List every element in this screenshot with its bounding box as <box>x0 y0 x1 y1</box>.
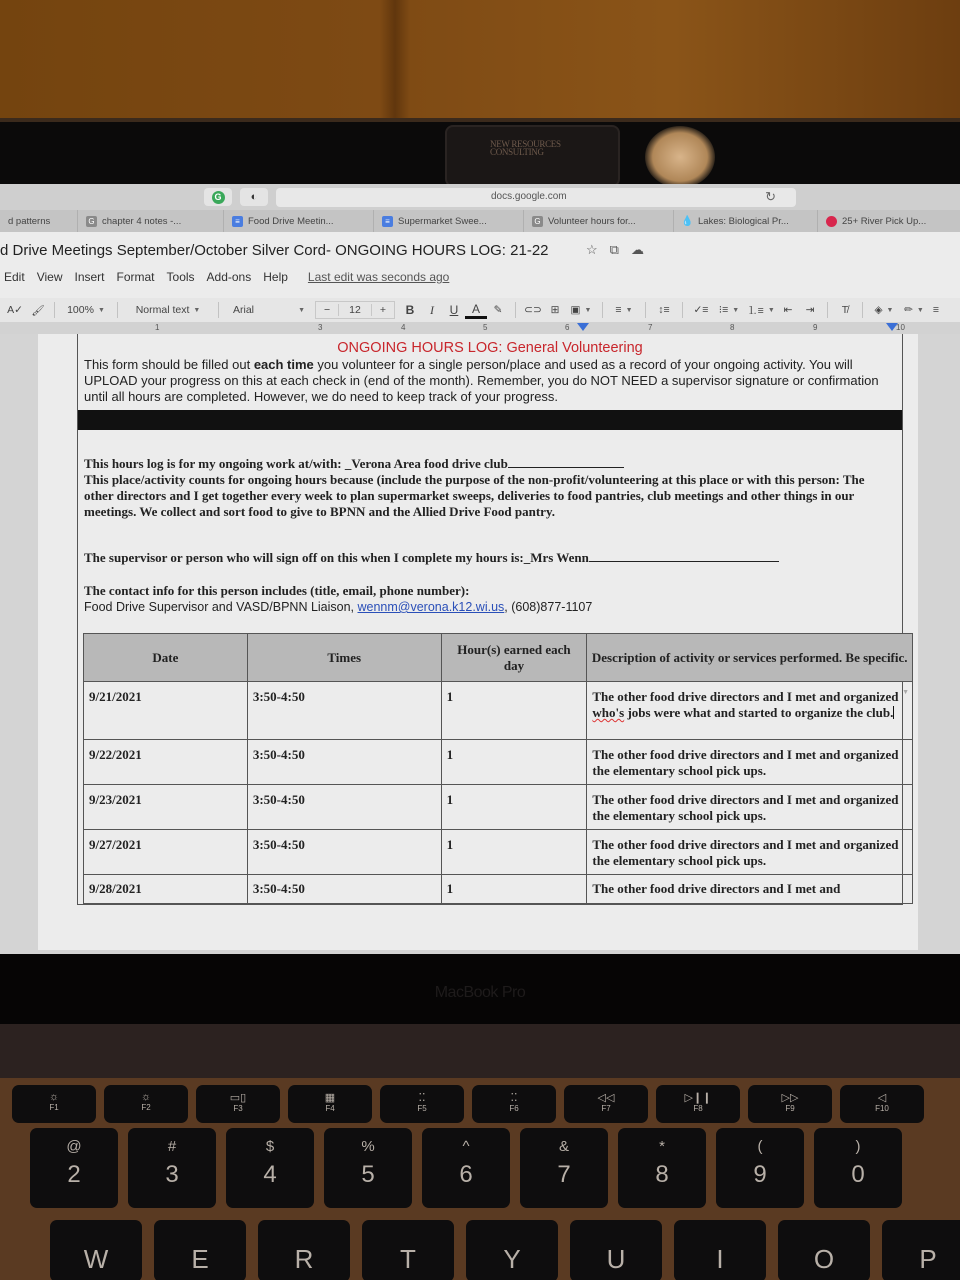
key-digit: 2 <box>67 1161 81 1188</box>
shield-extension-button[interactable] <box>240 188 268 206</box>
increase-indent-icon[interactable]: ⇥ <box>805 304 815 316</box>
chevron-down-icon: ▼ <box>298 306 305 314</box>
numbered-list-icon[interactable]: ⒈≡ ▼ <box>747 304 775 317</box>
key-digit: 8 <box>655 1161 669 1188</box>
function-key-label: F5 <box>417 1104 427 1113</box>
ruler-number: 5 <box>483 323 488 332</box>
grammarly-extension-button[interactable] <box>204 188 232 206</box>
function-key-label: F4 <box>325 1104 335 1113</box>
number-key[interactable] <box>128 1128 216 1208</box>
border-color-icon[interactable]: ✏ ▼ <box>904 304 924 316</box>
ruler-number: 8 <box>730 323 735 332</box>
intro-paragraph <box>84 357 896 405</box>
toolbar-divider <box>54 302 55 318</box>
clear-formatting-icon[interactable]: T̸ <box>841 304 849 316</box>
toolbar-divider <box>218 302 219 318</box>
font-size-decrease-button[interactable]: − <box>324 304 331 316</box>
menu-help[interactable]: Help <box>263 270 288 284</box>
docs-icon: ≡ <box>232 216 243 227</box>
key-symbol: ( <box>757 1138 763 1155</box>
function-key-label: F6 <box>509 1104 519 1113</box>
document-canvas <box>0 334 960 954</box>
toolbar-divider <box>515 302 516 318</box>
intro-emphasis: each time <box>253 357 314 372</box>
hours-cell[interactable]: 1 <box>441 875 587 904</box>
comment-icon[interactable]: ⊞ <box>550 304 560 316</box>
menu-edit[interactable]: Edit <box>4 270 25 284</box>
function-key-label: F3 <box>233 1104 243 1113</box>
chevron-down-icon: ▼ <box>732 306 740 314</box>
finger-reflection <box>645 126 715 188</box>
underline-button[interactable]: U <box>449 303 459 317</box>
font-value: Arial <box>233 304 255 316</box>
image-icon[interactable]: ▣ ▼ <box>570 304 592 316</box>
function-key-icon: ◁◁ <box>597 1092 615 1104</box>
number-key[interactable] <box>30 1128 118 1208</box>
key-digit: 4 <box>263 1161 277 1188</box>
ruler-number: 1 <box>155 323 160 332</box>
number-key[interactable] <box>716 1128 804 1208</box>
letter-key[interactable]: I <box>674 1220 766 1280</box>
menu-bar <box>4 270 449 284</box>
tab-label: Supermarket Swee... <box>398 215 487 227</box>
highlight-icon[interactable]: ✎ <box>493 304 503 316</box>
toolbar-divider <box>602 302 603 318</box>
tab-supermarket-sweeps[interactable] <box>374 210 524 232</box>
ruler-number: 6 <box>565 323 570 332</box>
number-key[interactable] <box>226 1128 314 1208</box>
contact-label: The contact info for this person includes (title, email, phone number): <box>84 583 470 598</box>
align-icon[interactable]: ≡ ▼ <box>615 304 633 316</box>
tab-label: d patterns <box>8 215 51 227</box>
header-date: Date <box>84 634 248 682</box>
table-row <box>84 875 913 904</box>
menu-view[interactable]: View <box>36 270 63 284</box>
number-key[interactable] <box>422 1128 510 1208</box>
description-cell[interactable]: The other food drive directors and I met and organized the elementary school pick ups. <box>587 740 913 785</box>
tab-food-drive-meetings[interactable] <box>224 210 374 232</box>
function-key-label: F9 <box>785 1104 795 1113</box>
hours-cell[interactable]: 1 <box>441 682 587 740</box>
text-cursor <box>893 706 894 719</box>
function-key-icon: ⁚⁚ <box>510 1092 518 1104</box>
key-digit: 7 <box>557 1161 571 1188</box>
times-cell[interactable]: 3:50-4:50 <box>247 785 441 830</box>
contact-phone[interactable]: , (608)877-1107 <box>504 600 593 614</box>
menu-insert[interactable]: Insert <box>74 270 105 284</box>
reload-icon[interactable]: ↻ <box>765 189 776 204</box>
font-size-input[interactable]: 12 <box>338 304 372 316</box>
url-text: docs.google.com <box>491 191 567 202</box>
function-key[interactable] <box>104 1085 188 1123</box>
function-key-icon: ▷▷ <box>781 1092 799 1104</box>
checklist-icon[interactable]: ✓≡ <box>693 304 709 316</box>
tab-volunteer-hours[interactable] <box>524 210 674 232</box>
tab-patterns[interactable] <box>0 210 78 232</box>
date-cell[interactable]: 9/23/2021 <box>84 785 248 830</box>
work-at-line <box>84 456 896 472</box>
description-cell[interactable]: The other food drive directors and I met and organized the elementary school pick ups. <box>587 785 913 830</box>
intro-section <box>78 334 902 410</box>
table-row <box>84 785 913 830</box>
chevron-down-icon: ▼ <box>916 306 924 314</box>
ruler-number: 4 <box>401 323 406 332</box>
g-icon: G <box>532 216 543 227</box>
blank-line <box>589 550 779 562</box>
tab-river-pick-up[interactable] <box>818 210 960 232</box>
times-cell[interactable]: 3:50-4:50 <box>247 740 441 785</box>
function-key-icon: ☼ <box>140 1091 152 1103</box>
chevron-down-icon: ▼ <box>193 306 201 314</box>
key-symbol: % <box>361 1138 375 1155</box>
letter-key[interactable]: Y <box>466 1220 558 1280</box>
header-hours: Hour(s) earned each day <box>441 634 587 682</box>
couch-seam <box>380 0 410 120</box>
menu-format[interactable]: Format <box>116 270 155 284</box>
function-key-label: F8 <box>693 1104 703 1113</box>
font-size-increase-button[interactable]: + <box>379 304 386 316</box>
function-key-label: F7 <box>601 1104 611 1113</box>
function-key-icon: ⁚⁚ <box>418 1092 426 1104</box>
counts-because-paragraph[interactable]: This place/activity counts for ongoing hours because (include the purpose of the non-profit/volunteering at this place or with this person: The other directors and I get together every week to plan supermarket sweeps, deliveries to food pantries, club meetings and other things in our meetings. We collect and sort food to give to BPNN and the Allied Drive Food pantry. <box>84 472 865 519</box>
text-color-button[interactable]: A <box>465 302 487 319</box>
function-key-icon: ◁ <box>877 1092 887 1104</box>
function-key[interactable] <box>840 1085 924 1123</box>
shield-icon: ◐ <box>250 191 258 203</box>
g-icon: G <box>86 216 97 227</box>
number-key[interactable] <box>520 1128 608 1208</box>
key-symbol: @ <box>66 1138 82 1155</box>
ruler-number: 7 <box>648 323 653 332</box>
style-select[interactable] <box>124 300 212 320</box>
contact-title[interactable]: Food Drive Supervisor and VASD/BPNN Liaison, <box>84 600 358 614</box>
browser-tab-strip <box>0 210 960 232</box>
function-key[interactable] <box>564 1085 648 1123</box>
intro-text: you volunteer for a single person/place and used as a record of your ongoing activity. You will UPLOAD your progress on this at each check in (end of the month). Remember, you do NOT NEED a supervisor signature or confirmation until all hours are completed. However, we do need to keep track of your progress. <box>84 357 879 404</box>
letter-key[interactable]: O <box>778 1220 870 1280</box>
spellcheck-icon[interactable]: A✓ <box>7 304 23 316</box>
date-cell[interactable]: 9/28/2021 <box>84 875 248 904</box>
formatting-toolbar <box>0 298 960 322</box>
key-digit: 6 <box>459 1161 473 1188</box>
laptop-model-label: MacBook Pro <box>434 984 526 1001</box>
browser-address-row <box>0 184 960 210</box>
tab-label: chapter 4 notes -... <box>102 215 182 227</box>
key-symbol: & <box>558 1138 569 1155</box>
key-digit: 3 <box>165 1161 179 1188</box>
letter-key[interactable]: P <box>882 1220 960 1280</box>
function-key[interactable] <box>196 1085 280 1123</box>
header-times: Times <box>247 634 441 682</box>
function-key-icon: ▦ <box>324 1092 336 1104</box>
cell-menu-chevron-icon[interactable]: ▼ <box>902 688 909 696</box>
function-key[interactable] <box>472 1085 556 1123</box>
details-section <box>78 430 909 904</box>
couch-background <box>0 0 960 128</box>
times-cell[interactable]: 3:50-4:50 <box>247 682 441 740</box>
contact-info-line <box>84 599 896 615</box>
function-key[interactable] <box>288 1085 372 1123</box>
times-cell[interactable]: 3:50-4:50 <box>247 830 441 875</box>
tab-lakes-biological[interactable] <box>674 210 818 232</box>
hours-cell[interactable]: 1 <box>441 830 587 875</box>
table-header-row <box>84 634 913 682</box>
key-symbol: * <box>659 1138 665 1155</box>
tab-chapter-4-notes[interactable] <box>78 210 224 232</box>
letter-key[interactable]: W <box>50 1220 142 1280</box>
tab-label: Lakes: Biological Pr... <box>698 215 789 227</box>
hours-log-form <box>77 334 909 905</box>
document-title[interactable]: d Drive Meetings September/October Silver Cord- ONGOING HOURS LOG: 21-22 <box>0 242 549 259</box>
zoom-value: 100% <box>67 304 94 316</box>
letter-key[interactable]: T <box>362 1220 454 1280</box>
description-cell[interactable]: The other food drive directors and I met and organized the elementary school pick ups. <box>587 830 913 875</box>
function-key[interactable] <box>656 1085 740 1123</box>
menu-add-ons[interactable]: Add-ons <box>206 270 252 284</box>
link-icon[interactable]: ⊂⊃ <box>524 304 542 316</box>
title-actions <box>586 242 644 258</box>
grammarly-icon: G <box>212 191 225 204</box>
menu-tools[interactable]: Tools <box>166 270 195 284</box>
last-edit-link[interactable]: Last edit was seconds ago <box>307 270 450 284</box>
supervisor-text[interactable]: The supervisor or person who will sign off on this when I complete my hours is:_Mrs Wenn <box>84 550 589 565</box>
date-cell[interactable]: 9/27/2021 <box>84 830 248 875</box>
laptop-screen <box>0 184 960 954</box>
toolbar-divider <box>682 302 683 318</box>
function-key[interactable] <box>380 1085 464 1123</box>
hours-cell[interactable]: 1 <box>441 785 587 830</box>
letter-key[interactable]: U <box>570 1220 662 1280</box>
function-key-label: F10 <box>875 1104 889 1113</box>
drop-icon: 💧 <box>681 215 694 227</box>
italic-button[interactable]: I <box>429 302 434 317</box>
webcam-cover-logo: NEW RESOURCES CONSULTING <box>490 139 561 157</box>
function-key[interactable] <box>748 1085 832 1123</box>
bulleted-list-icon[interactable]: ⁝≡ ▼ <box>718 304 740 316</box>
key-digit: 0 <box>851 1161 865 1188</box>
letter-key[interactable]: R <box>258 1220 350 1280</box>
letter-key[interactable]: E <box>154 1220 246 1280</box>
table-row <box>84 830 913 875</box>
form-heading: ONGOING HOURS LOG: General Volunteering <box>337 340 643 356</box>
hours-cell[interactable]: 1 <box>441 740 587 785</box>
header-description: Description of activity or services performed. Be specific. <box>587 634 913 682</box>
chevron-down-icon: ▼ <box>584 306 592 314</box>
ruler-number: 3 <box>318 323 323 332</box>
key-symbol: # <box>167 1138 177 1155</box>
number-key[interactable] <box>618 1128 706 1208</box>
blank-line <box>508 456 624 468</box>
function-key-label: F2 <box>141 1103 151 1112</box>
tab-label: 25+ River Pick Up... <box>842 215 927 227</box>
cloud-status-icon[interactable]: ☁ <box>630 242 644 257</box>
toolbar-divider <box>645 302 646 318</box>
tab-label: Volunteer hours for... <box>548 215 636 227</box>
ruler-number: 10 <box>896 323 905 332</box>
date-cell[interactable]: 9/21/2021 <box>84 682 248 740</box>
function-key-icon: ▷❙❙ <box>684 1092 712 1104</box>
red-dot-icon <box>826 216 837 227</box>
section-divider-band <box>78 410 902 430</box>
tab-label: Food Drive Meetin... <box>248 215 334 227</box>
toolbar-divider <box>827 302 828 318</box>
fill-color-icon[interactable]: ◈ ▼ <box>874 304 894 316</box>
work-at-text[interactable]: This hours log is for my ongoing work at/with: _Verona Area food drive club <box>84 456 508 471</box>
key-symbol: ) <box>855 1138 861 1155</box>
font-size-stepper[interactable] <box>315 301 395 319</box>
function-key[interactable] <box>12 1085 96 1123</box>
intro-text: This form should be filled out <box>84 357 254 372</box>
docs-icon: ≡ <box>382 216 393 227</box>
description-text: The other food drive directors and I met and organized <box>592 689 899 704</box>
line-spacing-icon[interactable]: ↕≡ <box>658 304 670 316</box>
toolbar-divider <box>117 302 118 318</box>
function-key-icon: ☼ <box>48 1091 60 1103</box>
number-key[interactable] <box>814 1128 902 1208</box>
toolbar-divider <box>862 302 863 318</box>
indent-marker[interactable] <box>577 323 589 331</box>
document-page[interactable] <box>38 334 918 950</box>
function-key-label: F1 <box>49 1103 59 1112</box>
paint-format-icon[interactable]: 🖌 <box>31 304 45 317</box>
key-digit: 9 <box>753 1161 767 1188</box>
key-digit: 5 <box>361 1161 375 1188</box>
contact-email-link[interactable]: wennm@verona.k12.wi.us <box>357 600 505 614</box>
description-cell[interactable] <box>587 682 913 740</box>
number-key[interactable] <box>324 1128 412 1208</box>
style-value: Normal text <box>135 304 190 316</box>
function-key-icon: ▭▯ <box>229 1092 247 1104</box>
chevron-down-icon: ▼ <box>767 306 775 314</box>
times-cell[interactable]: 3:50-4:50 <box>247 875 441 904</box>
ruler[interactable] <box>0 322 960 334</box>
table-row <box>84 682 913 740</box>
docs-header <box>0 232 960 298</box>
key-symbol: $ <box>265 1138 275 1155</box>
hours-table <box>83 633 913 904</box>
ruler-number: 9 <box>813 323 818 332</box>
decrease-indent-icon[interactable]: ⇤ <box>783 304 793 316</box>
laptop-hinge <box>0 1024 960 1084</box>
chevron-down-icon: ▼ <box>886 306 894 314</box>
date-cell[interactable]: 9/22/2021 <box>84 740 248 785</box>
key-symbol: ^ <box>462 1138 470 1155</box>
supervisor-line <box>84 550 896 566</box>
more-options-icon[interactable]: ≡ <box>932 304 940 316</box>
address-bar[interactable] <box>276 188 796 207</box>
bold-button[interactable]: B <box>405 303 415 317</box>
description-text: jobs were what and started to organize the club. <box>624 705 894 720</box>
zoom-select[interactable] <box>61 300 111 320</box>
misspelled-word[interactable]: who's <box>592 705 625 720</box>
font-select[interactable] <box>225 300 309 320</box>
chevron-down-icon: ▼ <box>97 306 105 314</box>
laptop-lower-bezel <box>0 954 960 1024</box>
table-row <box>84 740 913 785</box>
chevron-down-icon: ▼ <box>625 306 633 314</box>
description-cell[interactable]: The other food drive directors and I met and <box>587 875 913 904</box>
star-icon[interactable]: ☆ <box>586 242 598 257</box>
move-folder-icon[interactable]: ⧉ <box>609 242 619 257</box>
